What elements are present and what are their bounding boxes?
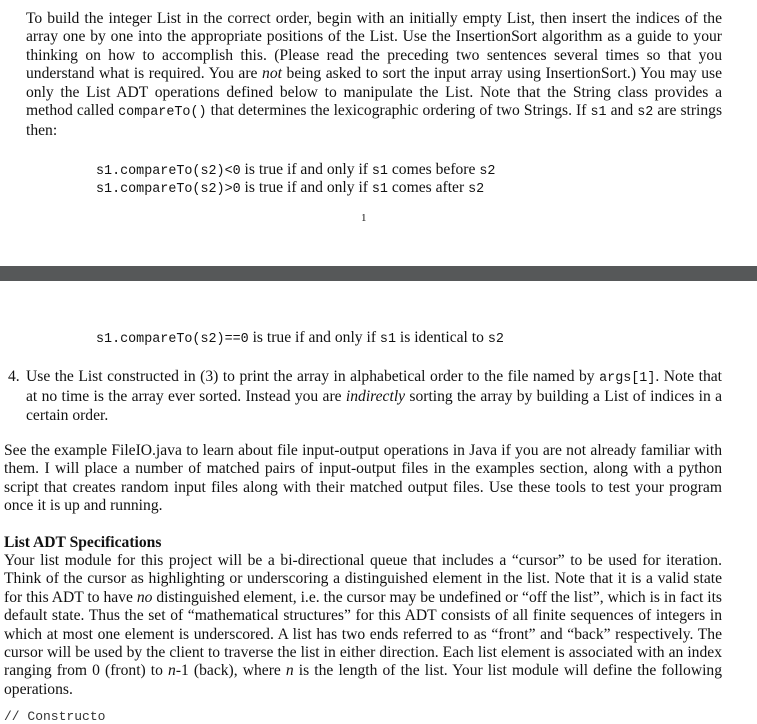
page-number: 1 xyxy=(361,212,367,224)
list-item-number: 4. xyxy=(8,368,20,385)
cutoff-code-line: // Constructo xyxy=(4,709,106,724)
fileio-paragraph: See the example FileIO.java to learn about file input-output operations in Java if you are not already familiar with them. I will place a number of matched pairs of input-output files in the examples section, along with a python script that creates random input files along with their matched output files. Use these tools to test your program once it is up and running. xyxy=(4,442,722,515)
document-page-2 xyxy=(0,281,757,724)
section-heading: List ADT Specifications xyxy=(4,534,162,551)
spec-paragraph: Your list module for this project will be a bi-directional queue that includes a “cursor” to be used for iteration. Think of the cursor as highlighting or underscoring a distinguished element in the list. Note that it is a valid state for this ADT to have no distinguished element, i.e. the cursor may be undefined or “off the list”, which is in fact its default state. Thus the set of “mathematical structures” for this ADT consists of all finite sequences of integers in which at most one element is underscored. A list has two ends referred to as “front” and “back” respectively. The cursor will be used by the client to traverse the list in either direction. Each list element is associated with an index ranging from 0 (front) to n-1 (back), where n is the length of the list. Your list module will define the following operations. xyxy=(4,552,723,698)
document-page-1 xyxy=(0,0,757,266)
compare-rule-less-than: s1.compareTo(s2)<0 is true if and only if s1 comes before s2 xyxy=(96,161,496,179)
compare-rule-equal: s1.compareTo(s2)==0 is true if and only if s1 is identical to s2 xyxy=(96,329,504,347)
page-separator xyxy=(0,266,757,281)
list-item-4-text: Use the List constructed in (3) to print the array in alphabetical order to the file named by args[1]. Note that at no time is the array ever sorted. Instead you are indirectly sorting the array by building a List of indices in a certain order. xyxy=(26,368,722,424)
compare-rule-greater-than: s1.compareTo(s2)>0 is true if and only if s1 comes after s2 xyxy=(96,179,485,197)
intro-paragraph: To build the integer List in the correct order, begin with an initially empty List, then insert the indices of the array one by one into the appropriate positions of the List. Use the InsertionSort algorithm as a guide to your thinking on how to accomplish this. (Please read the preceding two sentences several times so that you understand what is required. You are not being asked to sort the input array using InsertionSort.) You may use only the List ADT operations defined below to manipulate the List. Note that the String class provides a method called compareTo() that determines the lexicographic ordering of two Strings. If s1 and s2 are strings then: xyxy=(26,10,723,140)
